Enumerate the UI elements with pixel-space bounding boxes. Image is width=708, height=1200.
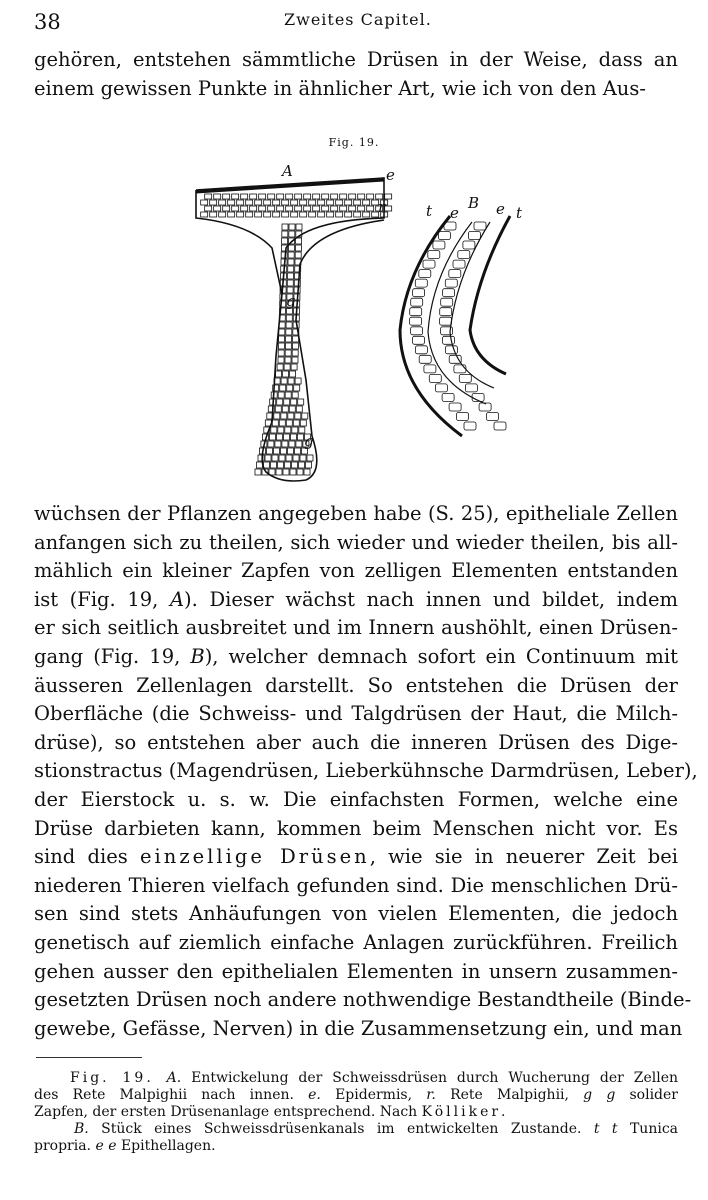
text-run: ). Dieser wächst nach innen und bildet, indem [184, 587, 679, 611]
drawing-a [196, 178, 392, 481]
text-run: Epithellagen. [116, 1138, 216, 1154]
text-run: Zapfen, der ersten Drüsenanlage entsprechend. Nach [34, 1104, 422, 1120]
text-run: ist (Fig. 19, [34, 587, 170, 611]
text-line: gesetzten Drüsen noch andere nothwendige Bestandtheile (Binde- [34, 988, 692, 1012]
text-run: A. [166, 1070, 182, 1086]
text-run: . [501, 1104, 506, 1120]
text-line: mählich ein kleiner Zapfen von zelligen Elementen entstanden [34, 559, 678, 583]
page-header [34, 10, 680, 38]
text-line: drüse), so entstehen aber auch die inneren Drüsen des Dige- [34, 730, 678, 754]
text-line: Oberfläche (die Schweiss- und Talgdrüsen der Haut, die Milch- [34, 702, 678, 726]
text-line: der Eierstock u. s. w. Die einfachsten Formen, welche eine [34, 787, 678, 811]
text-run: , wie sie in neuerer Zeit bei [369, 845, 679, 869]
label-e-left: e [450, 204, 459, 222]
text-line [34, 843, 678, 872]
paragraph-main [34, 500, 698, 1043]
label-e: e [386, 166, 395, 184]
label-r: r [378, 198, 386, 216]
text-line: gewebe, Gefässe, Nerven) in die Zusammensetzung ein, und man [34, 1016, 683, 1040]
text-run: propria. [34, 1138, 96, 1154]
footnote-rule [36, 1057, 142, 1058]
footnote-line [34, 1138, 678, 1155]
spaced-term: einzellige Drüsen [139, 845, 370, 869]
text-run: g g [583, 1087, 616, 1103]
page-number: 38 [34, 10, 61, 34]
text-line: sen sind stets Anhäufungen von vielen Elementen, die jedoch [34, 902, 678, 926]
text-run: Entwickelung der Schweissdrüsen durch Wucherung der Zellen [181, 1070, 678, 1086]
drawing-b [400, 216, 510, 436]
text-line: einem gewissen Punkte in ähnlicher Art, wie ich von den Aus- [34, 76, 646, 100]
text-run: r. [426, 1087, 436, 1103]
text-line: er sich seitlich ausbreitet und im Innern aushöhlt, einen Drüsen- [34, 616, 678, 640]
text-run: e. [308, 1087, 321, 1103]
label-a: A [282, 162, 293, 180]
text-line: anfangen sich zu theilen, sich wieder und wieder theilen, bis all- [34, 530, 678, 554]
footnote-line [34, 1104, 678, 1121]
paragraph-top [34, 46, 678, 103]
label-g-upper: g [286, 292, 296, 310]
running-head: Zweites Capitel. [284, 10, 432, 29]
text-run: Fig. 19. [70, 1070, 167, 1086]
label-e-right: e [496, 200, 505, 218]
text-line: gehen ausser den epithelialen Elementen in unsern zusammen- [34, 959, 678, 983]
text-run: solider [615, 1087, 678, 1103]
figure-caption: Fig. 19. [328, 136, 380, 149]
cell-pattern-a [201, 194, 392, 475]
footnote-line [34, 1121, 678, 1138]
text-run: gang (Fig. 19, [34, 644, 191, 668]
gland-drawing [188, 160, 528, 500]
text-run: des Rete Malpighii nach innen. [34, 1087, 309, 1103]
figure-ref: A [169, 587, 185, 611]
text-line: äusseren Zellenlagen darstellt. So entstehen die Drüsen der [34, 673, 678, 697]
text-line [34, 586, 678, 615]
text-line [34, 643, 678, 672]
label-t-right: t [516, 204, 523, 222]
text-line: stionstractus (Magendrüsen, Lieberkühnsche Darmdrüsen, Leber), [34, 759, 698, 783]
text-run: Epidermis, [320, 1087, 427, 1103]
author-name: Kölliker [421, 1104, 502, 1120]
label-g-lower: g [304, 432, 314, 450]
text-run: B. [74, 1121, 89, 1137]
text-line: niederen Thieren vielfach gefunden sind. Die menschlichen Drü- [34, 873, 678, 897]
label-b: B [468, 194, 480, 212]
text-line: gehören, entstehen sämmtliche Drüsen in der Weise, dass an [34, 48, 678, 71]
text-run: t t [593, 1121, 618, 1137]
text-run: Tunica [617, 1121, 679, 1137]
text-run: e e [95, 1138, 117, 1154]
figure-19-illustration [188, 160, 528, 500]
text-line: genetisch auf ziemlich einfache Anlagen zurückführen. Freilich [34, 930, 678, 954]
epidermis-line [196, 180, 384, 192]
text-line: wüchsen der Pflanzen angegeben habe (S. 25), epitheliale Zellen [34, 502, 678, 525]
figure-ref: B [190, 644, 205, 668]
text-run: sind dies [34, 845, 140, 869]
figure-footnote [34, 1070, 678, 1155]
text-line: Drüse darbieten kann, kommen beim Menschen nicht vor. Es [34, 816, 678, 840]
text-run: ), welcher demnach sofort ein Continuum mit [204, 644, 678, 668]
text-run: Rete Malpighii, [435, 1087, 584, 1103]
label-t-left: t [426, 202, 433, 220]
footnote-line [34, 1087, 678, 1104]
footnote-line [34, 1070, 678, 1087]
text-run: Stück eines Schweissdrüsenkanals im entwickelten Zustande. [88, 1121, 594, 1137]
